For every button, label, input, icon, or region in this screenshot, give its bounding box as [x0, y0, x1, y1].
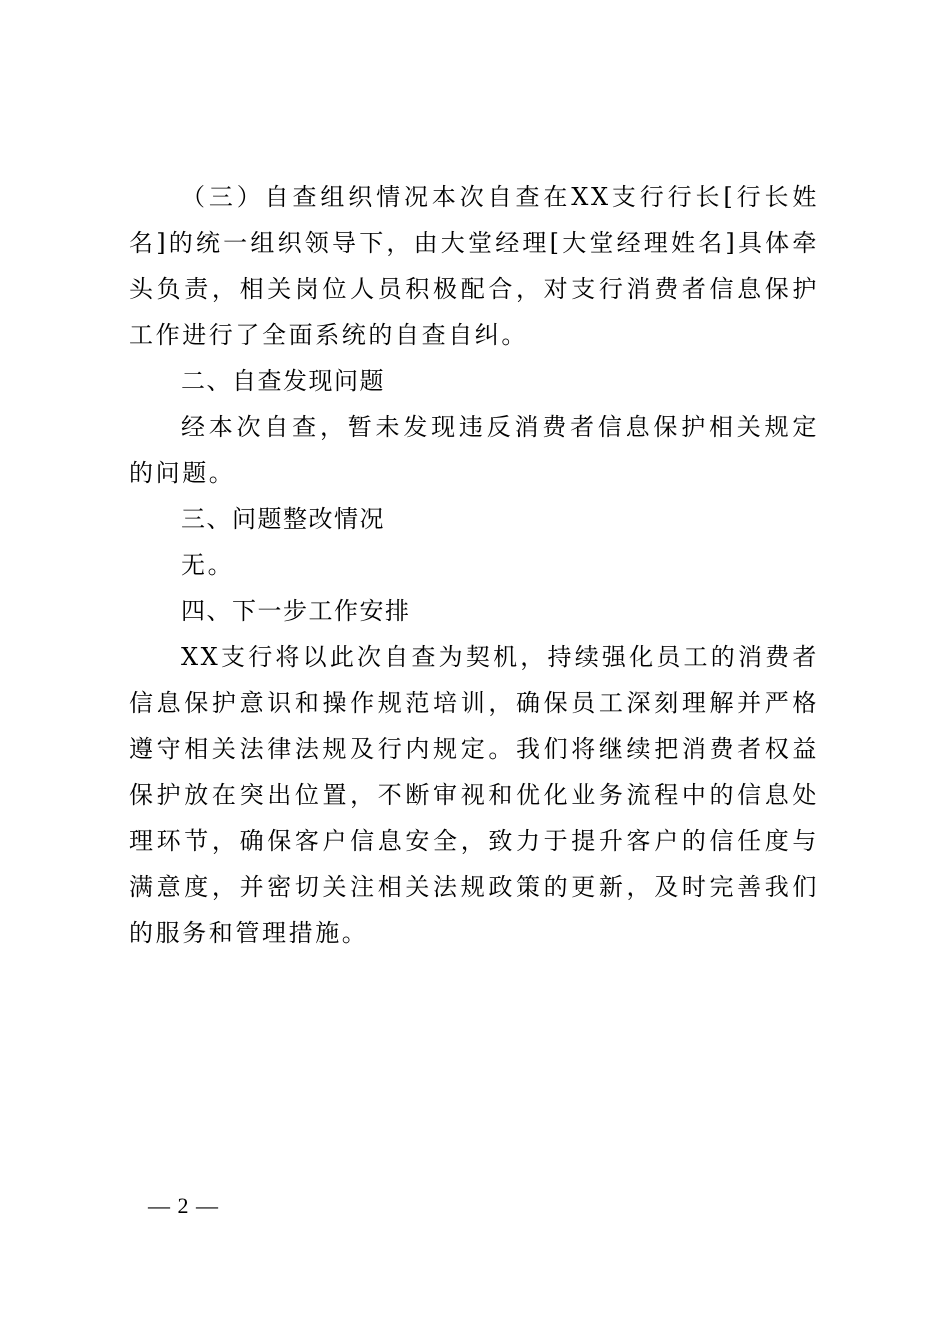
- paragraph-rectification: 无。: [181, 551, 235, 579]
- document-body: [129, 174, 819, 956]
- page-number: — 2 —: [148, 1193, 219, 1218]
- section-heading-rectification: 三、问题整改情况: [181, 505, 385, 533]
- section-heading-issues-found: 二、自查发现问题: [181, 367, 385, 395]
- paragraph-next-steps: XX支行将以此次自查为契机，持续强化员工的消费者信息保护意识和操作规范培训，确保员工深刻理解并严格遵守相关法律法规及行内规定。我们将继续把消费者权益保护放在突出位置，不断审视和优化业务流程中的信息处理环节，确保客户信息安全，致力于提升客户的信任度与满意度，并密切关注相关法规政策的更新，及时完善我们的服务和管理措施。: [129, 643, 819, 947]
- section-heading-next-steps: 四、下一步工作安排: [181, 597, 411, 625]
- paragraph-self-check-organization: （三）自查组织情况本次自查在XX支行行长[行长姓名]的统一组织领导下，由大堂经理[大堂经理姓名]具体牵头负责，相关岗位人员积极配合，对支行消费者信息保护工作进行了全面系统的自查自纠。: [129, 183, 819, 349]
- paragraph-issues-found: 经本次自查，暂未发现违反消费者信息保护相关规定的问题。: [129, 413, 819, 487]
